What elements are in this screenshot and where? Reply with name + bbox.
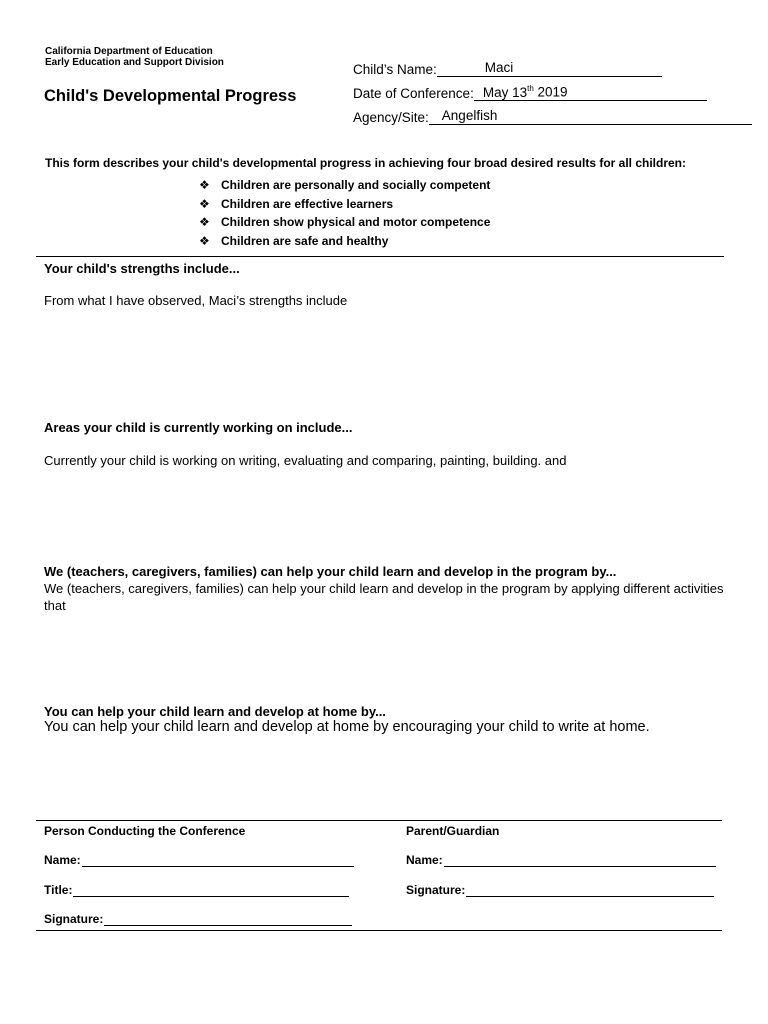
parent-signature-line[interactable] xyxy=(466,884,714,897)
diamond-bullet-icon: ❖ xyxy=(199,196,210,211)
form-title: Child's Developmental Progress xyxy=(44,87,297,105)
program-help-text[interactable]: We (teachers, caregivers, families) can help your child learn and develop in the program by applying different activities that xyxy=(44,581,724,613)
child-name-value: Maci xyxy=(484,60,514,75)
agency-value: Angelfish xyxy=(441,108,498,123)
parent-heading: Parent/Guardian xyxy=(406,824,500,838)
child-name-line[interactable] xyxy=(437,60,662,77)
department-line-1: California Department of Education xyxy=(45,46,213,57)
conference-date-day: May 13 xyxy=(482,84,528,100)
intro-text: This form describes your child's developmental progress in achieving four broad desired results for all children: xyxy=(45,156,687,170)
desired-results-list xyxy=(199,176,490,250)
list-item-text: Children are effective learners xyxy=(221,196,394,211)
conductor-title-label: Title: xyxy=(44,883,73,897)
child-name-label: Child’s Name: xyxy=(353,62,437,77)
diamond-bullet-icon: ❖ xyxy=(199,215,210,230)
signature-top-divider xyxy=(36,820,722,821)
parent-name-line[interactable] xyxy=(444,854,716,867)
conductor-name-line[interactable] xyxy=(82,854,354,867)
list-item xyxy=(199,232,490,251)
working-on-text[interactable]: Currently your child is working on writing, evaluating and comparing, painting, building. and xyxy=(44,453,567,468)
section-divider xyxy=(36,256,724,257)
list-item-text: Children are safe and healthy xyxy=(221,233,389,248)
conductor-heading: Person Conducting the Conference xyxy=(44,824,246,838)
conference-date-year: 2019 xyxy=(533,84,568,100)
conductor-title-line[interactable] xyxy=(73,884,349,897)
home-help-heading: You can help your child learn and develop at home by... xyxy=(44,704,386,719)
diamond-bullet-icon: ❖ xyxy=(199,178,210,193)
list-item-text: Children are personally and socially competent xyxy=(221,178,491,193)
parent-name-label: Name: xyxy=(406,853,443,867)
parent-signature-label: Signature: xyxy=(406,883,466,897)
conductor-name-field[interactable] xyxy=(44,853,354,867)
list-item xyxy=(199,195,490,214)
program-help-heading: We (teachers, caregivers, families) can help your child learn and develop in the program by... xyxy=(44,564,617,579)
conference-date-label: Date of Conference: xyxy=(353,86,474,101)
working-on-heading: Areas your child is currently working on include... xyxy=(44,420,353,435)
department-name xyxy=(45,46,224,68)
conductor-signature-field[interactable] xyxy=(44,912,352,926)
conductor-title-field[interactable] xyxy=(44,883,349,897)
conductor-signature-label: Signature: xyxy=(44,912,104,926)
conductor-signature-line[interactable] xyxy=(104,913,352,926)
agency-field xyxy=(353,108,752,125)
list-item-text: Children show physical and motor competence xyxy=(221,215,491,230)
list-item xyxy=(199,213,490,232)
strengths-heading: Your child's strengths include... xyxy=(44,261,240,276)
child-name-field xyxy=(353,60,662,77)
strengths-text[interactable]: From what I have observed, Maci’s strengths include xyxy=(44,293,348,308)
home-help-text[interactable]: You can help your child learn and develop at home by encouraging your child to write at home. xyxy=(44,719,650,735)
conference-date-suffix: th xyxy=(527,84,534,93)
parent-signature-field[interactable] xyxy=(406,883,714,897)
department-line-2: Early Education and Support Division xyxy=(45,57,224,68)
list-item xyxy=(199,176,490,195)
parent-name-field[interactable] xyxy=(406,853,716,867)
agency-label: Agency/Site: xyxy=(353,110,429,125)
conference-date-field xyxy=(353,84,707,101)
conductor-name-label: Name: xyxy=(44,853,81,867)
conference-date-line[interactable] xyxy=(474,84,707,101)
agency-line[interactable] xyxy=(429,108,752,125)
signature-bottom-divider xyxy=(36,930,722,931)
diamond-bullet-icon: ❖ xyxy=(199,233,210,248)
